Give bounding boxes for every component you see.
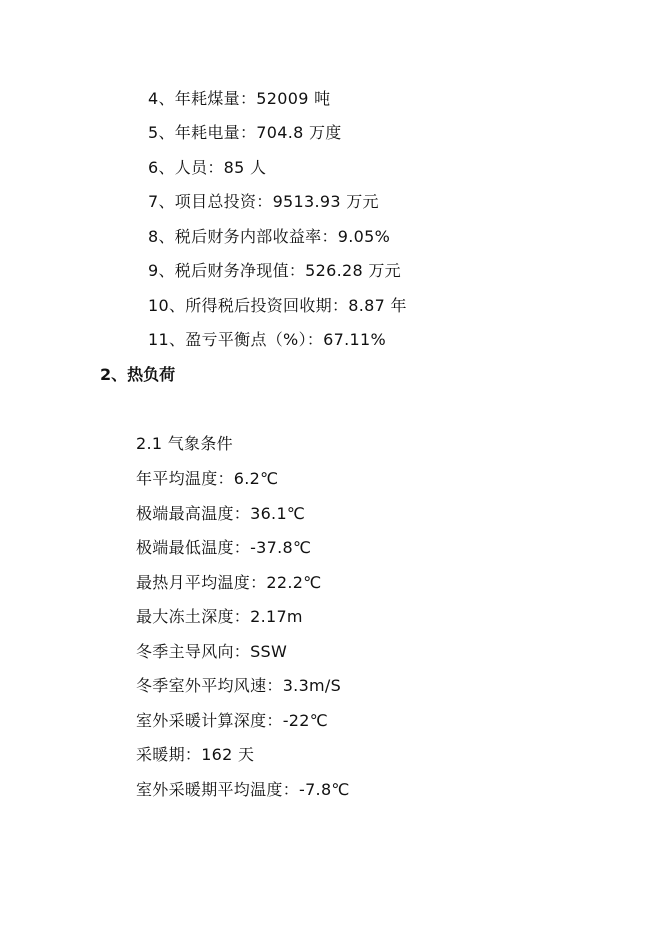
indicator-coal-consumption: 4、年耗煤量：52009 吨 xyxy=(148,89,331,108)
indicator-staff: 6、人员：85 人 xyxy=(148,158,267,177)
climate-hottest-month-avg-temp: 最热月平均温度：22.2℃ xyxy=(136,573,322,592)
subsection-title: 2.1 气象条件 xyxy=(136,434,233,453)
climate-max-frost-depth: 最大冻土深度：2.17m xyxy=(136,607,303,626)
indicator-payback-period: 10、所得税后投资回收期：8.87 年 xyxy=(148,296,407,315)
climate-heating-period-avg-temp: 室外采暖期平均温度：-7.8℃ xyxy=(136,780,350,799)
climate-winter-wind-direction: 冬季主导风向：SSW xyxy=(136,642,288,661)
indicator-npv: 9、税后财务净现值：526.28 万元 xyxy=(148,261,401,280)
climate-winter-wind-speed: 冬季室外平均风速：3.3m/S xyxy=(136,676,342,695)
climate-heating-period: 采暖期：162 天 xyxy=(136,745,255,764)
indicator-total-investment: 7、项目总投资：9513.93 万元 xyxy=(148,192,379,211)
climate-extreme-max-temp: 极端最高温度：36.1℃ xyxy=(136,504,306,523)
indicator-power-consumption: 5、年耗电量：704.8 万度 xyxy=(148,123,342,142)
climate-heating-design-depth: 室外采暖计算深度：-22℃ xyxy=(136,711,329,730)
climate-annual-avg-temp: 年平均温度：6.2℃ xyxy=(136,469,279,488)
climate-extreme-min-temp: 极端最低温度：-37.8℃ xyxy=(136,538,312,557)
section-heading: 2、热负荷 xyxy=(100,365,176,384)
indicator-break-even-point: 11、盈亏平衡点（%）：67.11% xyxy=(148,330,386,349)
indicator-irr: 8、税后财务内部收益率：9.05% xyxy=(148,227,391,246)
